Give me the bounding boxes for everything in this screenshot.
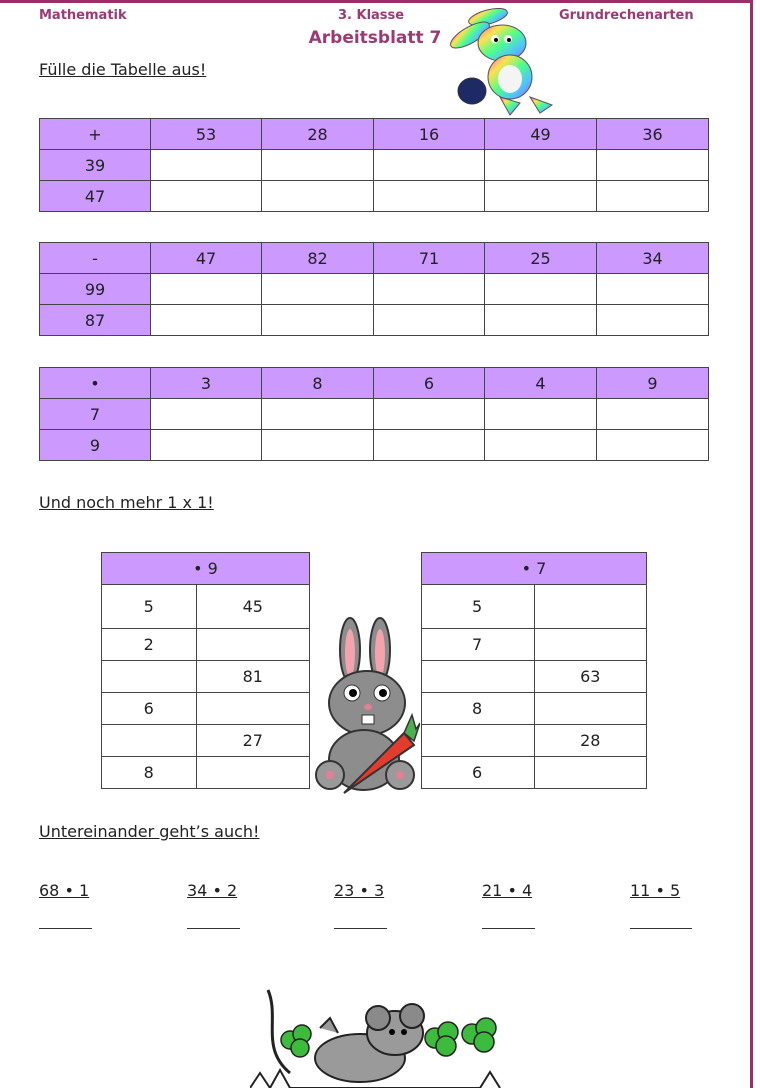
written-task: 68 • 1 <box>39 881 90 900</box>
product-cell[interactable] <box>534 629 646 661</box>
answer-cell[interactable] <box>597 150 709 181</box>
answer-cell[interactable] <box>485 150 597 181</box>
answer-cell[interactable] <box>262 181 374 212</box>
factor-cell: 7 <box>422 629 535 661</box>
answer-cell[interactable] <box>485 274 597 305</box>
column-header: 3 <box>151 368 262 399</box>
row-header: 39 <box>40 150 151 181</box>
answer-cell[interactable] <box>151 181 262 212</box>
column-header: 9 <box>597 368 709 399</box>
column-header: 71 <box>374 243 485 274</box>
answer-cell[interactable] <box>262 399 374 430</box>
written-task: 23 • 3 <box>334 881 385 900</box>
answer-cell[interactable] <box>374 181 485 212</box>
column-header: 28 <box>262 119 374 150</box>
operator-cell: - <box>40 243 151 274</box>
written-task: 34 • 2 <box>187 881 238 900</box>
subtraction-table <box>39 242 709 336</box>
product-cell: 27 <box>196 725 309 757</box>
product-cell: 28 <box>534 725 646 757</box>
factor-cell: 6 <box>422 757 535 789</box>
product-cell: 45 <box>196 585 309 629</box>
column-header: 4 <box>485 368 597 399</box>
times-table-header: • 7 <box>422 553 647 585</box>
factor-cell[interactable] <box>422 661 535 693</box>
factor-cell[interactable] <box>422 725 535 757</box>
answer-cell[interactable] <box>485 399 597 430</box>
product-cell: 63 <box>534 661 646 693</box>
factor-cell: 8 <box>102 757 197 789</box>
factor-cell[interactable] <box>102 725 197 757</box>
product-cell[interactable] <box>534 693 646 725</box>
answer-cell[interactable] <box>374 150 485 181</box>
row-header: 7 <box>40 399 151 430</box>
times-table-9 <box>101 552 310 789</box>
answer-cell[interactable] <box>374 305 485 336</box>
operator-cell: + <box>40 119 151 150</box>
column-header: 16 <box>374 119 485 150</box>
instruction-column-calculation: Untereinander geht’s auch! <box>39 822 260 841</box>
mouse-clover-icon <box>250 988 520 1088</box>
factor-cell: 8 <box>422 693 535 725</box>
product-cell[interactable] <box>534 757 646 789</box>
answer-cell[interactable] <box>485 305 597 336</box>
topic-label: Grundrechenarten <box>559 8 694 23</box>
answer-line[interactable] <box>334 928 387 929</box>
page-border-top <box>0 0 752 3</box>
answer-cell[interactable] <box>151 399 262 430</box>
answer-cell[interactable] <box>262 305 374 336</box>
answer-line[interactable] <box>39 928 92 929</box>
answer-line[interactable] <box>187 928 240 929</box>
product-cell[interactable] <box>196 757 309 789</box>
factor-cell: 5 <box>422 585 535 629</box>
product-cell[interactable] <box>534 585 646 629</box>
grey-bunny-carrot-icon <box>312 615 420 797</box>
column-header: 36 <box>597 119 709 150</box>
factor-cell: 2 <box>102 629 197 661</box>
answer-cell[interactable] <box>151 430 262 461</box>
worksheet-title: Arbeitsblatt 7 <box>308 28 442 48</box>
addition-table <box>39 118 709 212</box>
answer-cell[interactable] <box>374 430 485 461</box>
answer-cell[interactable] <box>262 274 374 305</box>
answer-cell[interactable] <box>597 399 709 430</box>
row-header: 87 <box>40 305 151 336</box>
times-table-header: • 9 <box>102 553 310 585</box>
grade-label: 3. Klasse <box>338 8 405 23</box>
instruction-more-tables: Und noch mehr 1 x 1! <box>39 493 214 512</box>
rainbow-bunny-icon <box>440 5 565 120</box>
answer-line[interactable] <box>482 928 535 929</box>
answer-cell[interactable] <box>485 430 597 461</box>
answer-cell[interactable] <box>597 181 709 212</box>
answer-cell[interactable] <box>485 181 597 212</box>
answer-cell[interactable] <box>597 430 709 461</box>
written-task: 11 • 5 <box>630 881 681 900</box>
answer-cell[interactable] <box>262 150 374 181</box>
multiplication-table <box>39 367 709 461</box>
times-table-7 <box>421 552 647 789</box>
page-border-right <box>750 0 753 1088</box>
answer-cell[interactable] <box>374 274 485 305</box>
written-task: 21 • 4 <box>482 881 533 900</box>
product-cell[interactable] <box>196 629 309 661</box>
row-header: 99 <box>40 274 151 305</box>
row-header: 9 <box>40 430 151 461</box>
column-header: 25 <box>485 243 597 274</box>
answer-cell[interactable] <box>151 274 262 305</box>
column-header: 6 <box>374 368 485 399</box>
answer-cell[interactable] <box>597 274 709 305</box>
column-header: 53 <box>151 119 262 150</box>
column-header: 34 <box>597 243 709 274</box>
answer-cell[interactable] <box>374 399 485 430</box>
subject-label: Mathematik <box>39 8 127 23</box>
factor-cell: 5 <box>102 585 197 629</box>
answer-line[interactable] <box>630 928 692 929</box>
operator-cell: • <box>40 368 151 399</box>
column-header: 8 <box>262 368 374 399</box>
column-header: 47 <box>151 243 262 274</box>
answer-cell[interactable] <box>151 305 262 336</box>
factor-cell[interactable] <box>102 661 197 693</box>
product-cell[interactable] <box>196 693 309 725</box>
answer-cell[interactable] <box>151 150 262 181</box>
row-header: 47 <box>40 181 151 212</box>
factor-cell: 6 <box>102 693 197 725</box>
column-header: 49 <box>485 119 597 150</box>
answer-cell[interactable] <box>597 305 709 336</box>
column-header: 82 <box>262 243 374 274</box>
answer-cell[interactable] <box>262 430 374 461</box>
product-cell: 81 <box>196 661 309 693</box>
instruction-fill-table: Fülle die Tabelle aus! <box>39 60 207 79</box>
